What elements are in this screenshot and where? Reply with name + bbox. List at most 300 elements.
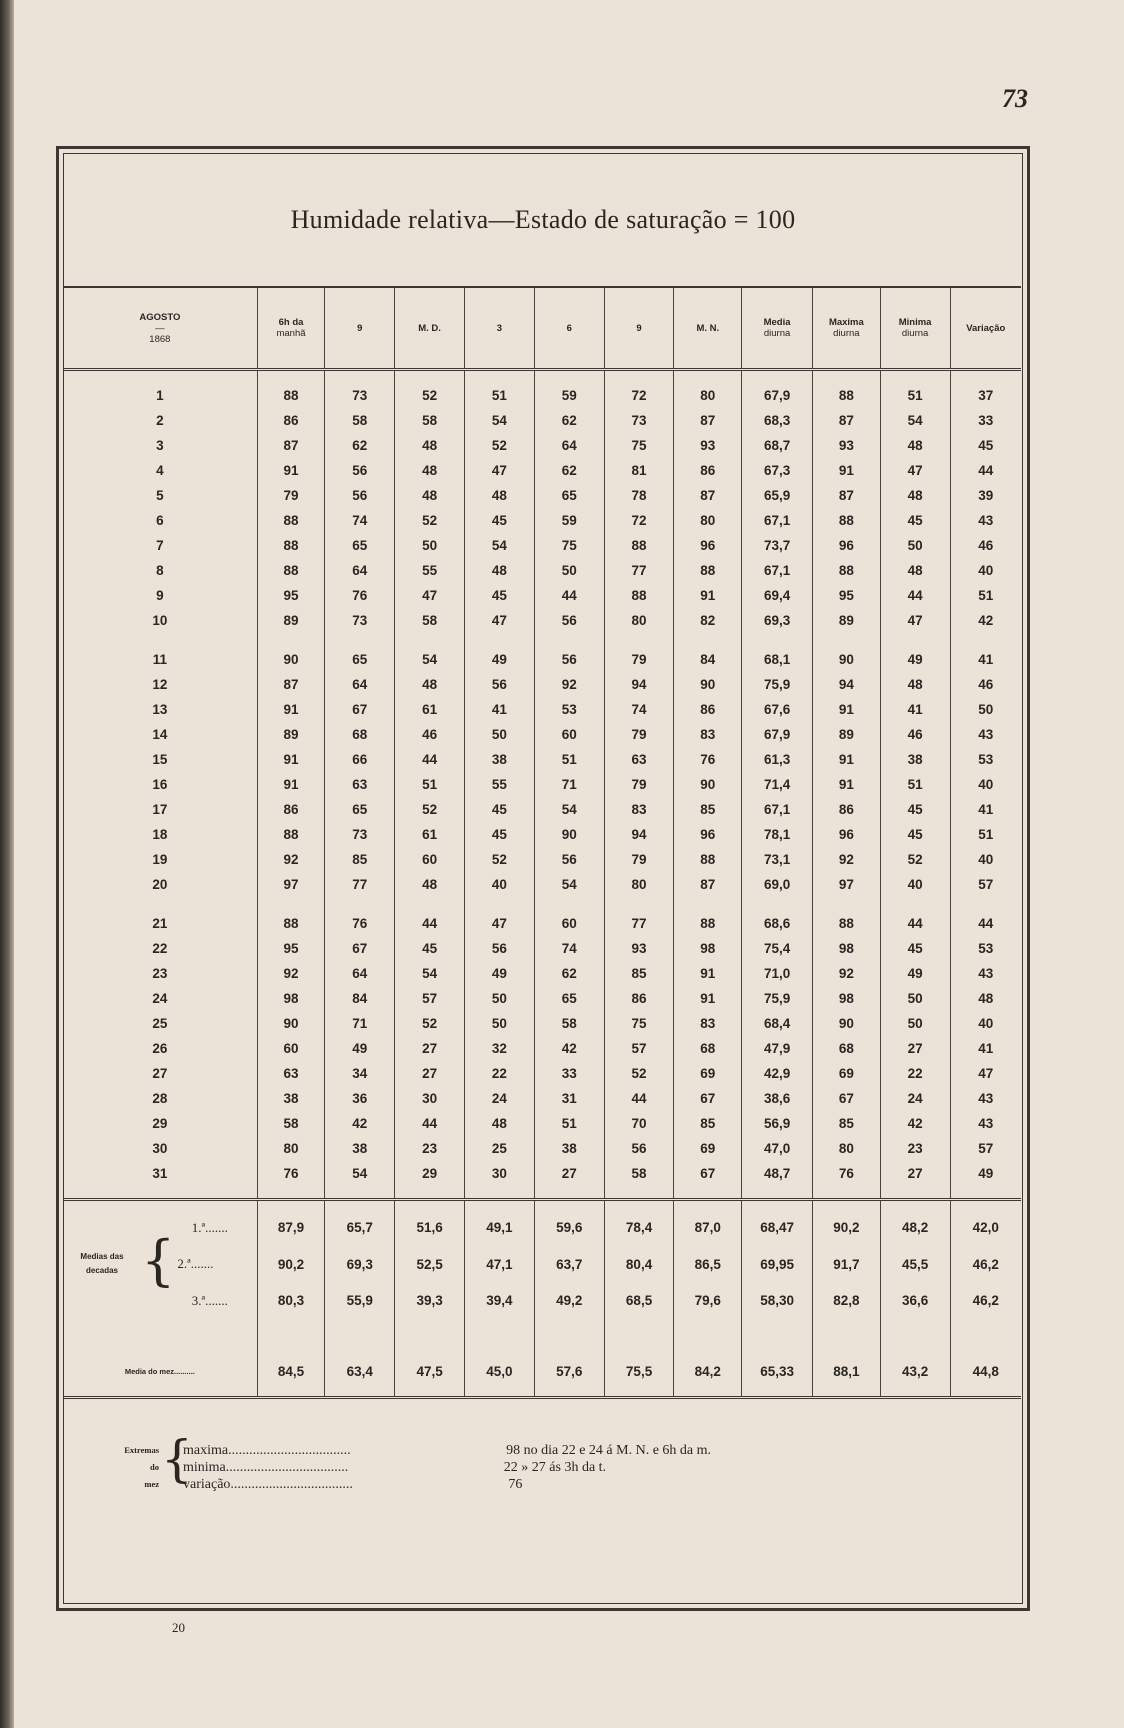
month-mean-cell: 43,2	[880, 1333, 950, 1398]
leader-dots: ...................................	[230, 1477, 353, 1492]
day-cell: 27	[63, 1061, 257, 1086]
value-cell: 93	[674, 433, 742, 458]
value-cell: 52	[465, 847, 535, 872]
value-cell: 88	[604, 533, 674, 558]
value-cell: 91	[813, 772, 881, 797]
value-cell: 49	[325, 1036, 395, 1061]
value-cell: 46	[978, 677, 994, 692]
value-cell: 75	[604, 1011, 674, 1036]
header-col	[534, 287, 604, 370]
value-cell: 88	[813, 558, 881, 583]
value-cell: 70	[604, 1111, 674, 1136]
value-cell: 64	[325, 558, 395, 583]
leader-dots: ...................................	[225, 1460, 349, 1475]
decade-value-cell: 63,7	[534, 1240, 604, 1288]
day-cell: 11	[63, 633, 257, 672]
value-cell: 41	[465, 697, 535, 722]
value-cell: 38	[257, 1086, 325, 1111]
decade-value-cell: 39,3	[395, 1288, 465, 1333]
value-cell: 50	[534, 558, 604, 583]
value-cell: 51	[978, 588, 994, 603]
value-cell: 92	[534, 672, 604, 697]
header-col	[465, 287, 535, 370]
value-cell: 69	[813, 1061, 881, 1086]
value-cell: 38	[465, 747, 535, 772]
book-spine	[0, 0, 14, 1728]
value-cell: 52	[395, 508, 465, 533]
day-cell: 15	[63, 747, 257, 772]
value-cell: 96	[674, 533, 742, 558]
extreme-name: variação	[183, 1477, 231, 1492]
value-cell: 74	[534, 936, 604, 961]
value-cell: 91	[257, 458, 325, 483]
day-cell: 19	[63, 847, 257, 872]
value-cell: 75	[604, 433, 674, 458]
day-cell: 9	[63, 583, 257, 608]
value-cell: 94	[604, 672, 674, 697]
table-row	[63, 672, 1021, 697]
table-row	[63, 1061, 1021, 1086]
value-cell: 92	[257, 847, 325, 872]
day-cell: 31	[63, 1161, 257, 1200]
table-row	[63, 483, 1021, 508]
value-cell: 48	[880, 672, 950, 697]
value-cell: 24	[465, 1086, 535, 1111]
month-mean-cell: 44,8	[950, 1333, 1021, 1398]
value-cell: 62	[534, 458, 604, 483]
value-cell: 43	[978, 727, 994, 742]
value-cell: 36	[325, 1086, 395, 1111]
value-cell: 68,1	[742, 633, 813, 672]
value-cell: 86	[257, 797, 325, 822]
header-col-line1: 6h da	[278, 317, 304, 328]
extreme-maxima	[183, 1442, 711, 1459]
value-cell: 64	[325, 961, 395, 986]
day-cell: 28	[63, 1086, 257, 1111]
value-cell: 88	[257, 822, 325, 847]
decade-value-cell: 49,2	[534, 1288, 604, 1333]
value-cell: 68,4	[742, 1011, 813, 1036]
value-cell: 87	[674, 872, 742, 897]
value-cell: 73	[325, 370, 395, 409]
extreme-value: 76	[508, 1477, 523, 1492]
extreme-variacao	[183, 1476, 522, 1493]
value-cell: 89	[257, 722, 325, 747]
header-col-line1: Media	[763, 317, 791, 328]
value-cell: 45	[465, 508, 535, 533]
value-cell: 49	[465, 633, 535, 672]
value-cell: 97	[257, 872, 325, 897]
value-cell: 55	[465, 772, 535, 797]
day-cell: 18	[63, 822, 257, 847]
value-cell: 51	[395, 772, 465, 797]
header-col	[395, 287, 465, 370]
value-cell: 90	[257, 633, 325, 672]
decade-value-cell: 68,47	[742, 1200, 813, 1241]
value-cell: 48	[978, 991, 994, 1006]
value-cell: 58	[395, 608, 465, 633]
decades-label	[63, 1250, 141, 1278]
value-cell: 50	[880, 533, 950, 558]
day-cell: 5	[63, 483, 257, 508]
header-dash: —	[155, 322, 165, 334]
value-cell: 58	[604, 1161, 674, 1200]
value-cell: 72	[604, 370, 674, 409]
value-cell: 56,9	[742, 1111, 813, 1136]
value-cell: 65,9	[742, 483, 813, 508]
value-cell: 57	[604, 1036, 674, 1061]
value-cell: 45	[465, 797, 535, 822]
value-cell: 58	[325, 408, 395, 433]
value-cell: 76	[325, 897, 395, 936]
value-cell: 24	[880, 1086, 950, 1111]
value-cell: 39	[978, 488, 994, 503]
month-mean-label: Media do mez..........	[63, 1333, 257, 1398]
value-cell: 91	[813, 747, 881, 772]
header-col-line1: 9	[357, 322, 363, 334]
value-cell: 62	[534, 408, 604, 433]
value-cell: 93	[813, 433, 881, 458]
day-cell: 26	[63, 1036, 257, 1061]
extremes-label-line: mez	[144, 1479, 159, 1489]
value-cell: 40	[978, 852, 994, 867]
value-cell: 83	[604, 797, 674, 822]
value-cell: 55	[395, 558, 465, 583]
value-cell: 48	[880, 433, 950, 458]
decade-value-cell: 69,95	[742, 1240, 813, 1288]
table-row	[63, 633, 1021, 672]
value-cell: 88	[257, 558, 325, 583]
decade-value-cell: 59,6	[534, 1200, 604, 1241]
value-cell: 84	[674, 633, 742, 672]
value-cell: 48	[880, 558, 950, 583]
header-col-line1: M. D.	[418, 322, 441, 334]
value-cell: 95	[257, 583, 325, 608]
value-cell: 68,6	[742, 897, 813, 936]
value-cell: 47,0	[742, 1136, 813, 1161]
header-col-line1: 6	[566, 322, 572, 334]
decade-value-cell: 69,3	[325, 1240, 395, 1288]
table-row	[63, 747, 1021, 772]
table-row	[63, 1111, 1021, 1136]
value-cell: 96	[674, 822, 742, 847]
value-cell: 96	[813, 533, 881, 558]
value-cell: 73,1	[742, 847, 813, 872]
day-cell: 8	[63, 558, 257, 583]
table-row	[63, 697, 1021, 722]
value-cell: 40	[978, 1016, 994, 1031]
value-cell: 88	[813, 897, 881, 936]
extremes-brace: {	[161, 1430, 193, 1488]
value-cell: 60	[534, 722, 604, 747]
table-row	[63, 1161, 1021, 1200]
value-cell: 73	[604, 408, 674, 433]
value-cell: 40	[978, 777, 994, 792]
value-cell: 54	[465, 533, 535, 558]
value-cell: 84	[325, 986, 395, 1011]
table-row	[63, 408, 1021, 433]
table-row	[63, 847, 1021, 872]
day-cell: 10	[63, 608, 257, 633]
value-cell: 73	[325, 822, 395, 847]
value-cell: 50	[880, 986, 950, 1011]
value-cell: 95	[813, 583, 881, 608]
value-cell: 98	[813, 986, 881, 1011]
value-cell: 65	[325, 533, 395, 558]
value-cell: 86	[674, 458, 742, 483]
table-row	[63, 1011, 1021, 1036]
value-cell: 47	[465, 458, 535, 483]
value-cell: 56	[534, 608, 604, 633]
value-cell: 40	[880, 872, 950, 897]
value-cell: 91	[813, 458, 881, 483]
value-cell: 27	[395, 1036, 465, 1061]
decade-value-cell: 91,7	[813, 1240, 881, 1288]
value-cell: 45	[465, 822, 535, 847]
value-cell: 45	[880, 822, 950, 847]
value-cell: 65	[534, 986, 604, 1011]
value-cell: 68	[325, 722, 395, 747]
value-cell: 87	[674, 408, 742, 433]
value-cell: 67,9	[742, 722, 813, 747]
value-cell: 78	[604, 483, 674, 508]
value-cell: 89	[257, 608, 325, 633]
value-cell: 98	[674, 936, 742, 961]
value-cell: 53	[534, 697, 604, 722]
value-cell: 27	[880, 1036, 950, 1061]
day-cell: 4	[63, 458, 257, 483]
value-cell: 68,7	[742, 433, 813, 458]
value-cell: 88	[813, 508, 881, 533]
value-cell: 90	[257, 1011, 325, 1036]
value-cell: 65	[325, 633, 395, 672]
month-mean-cell: 84,2	[674, 1333, 742, 1398]
value-cell: 88	[604, 583, 674, 608]
table-row	[63, 797, 1021, 822]
value-cell: 32	[465, 1036, 535, 1061]
leader-dots: ...................................	[228, 1443, 351, 1458]
header-col-line1: M. N.	[696, 322, 720, 334]
month-mean-row	[63, 1333, 1021, 1398]
decade-number: 3.ª.......	[191, 1292, 228, 1308]
value-cell: 85	[674, 797, 742, 822]
value-cell: 85	[674, 1111, 742, 1136]
value-cell: 44	[395, 747, 465, 772]
value-cell: 45	[465, 583, 535, 608]
value-cell: 72	[604, 508, 674, 533]
value-cell: 69,3	[742, 608, 813, 633]
table-row	[63, 558, 1021, 583]
table-row	[63, 608, 1021, 633]
value-cell: 56	[604, 1136, 674, 1161]
value-cell: 61	[395, 697, 465, 722]
day-cell: 20	[63, 872, 257, 897]
value-cell: 63	[257, 1061, 325, 1086]
value-cell: 69,4	[742, 583, 813, 608]
month-mean-cell: 65,33	[742, 1333, 813, 1398]
table-row	[63, 872, 1021, 897]
decade-value-cell: 79,6	[674, 1288, 742, 1333]
value-cell: 86	[257, 408, 325, 433]
value-cell: 68	[813, 1036, 881, 1061]
day-cell: 2	[63, 408, 257, 433]
value-cell: 42	[325, 1111, 395, 1136]
value-cell: 89	[813, 722, 881, 747]
value-cell: 88	[257, 508, 325, 533]
value-cell: 77	[325, 872, 395, 897]
value-cell: 63	[325, 772, 395, 797]
value-cell: 33	[978, 413, 994, 428]
value-cell: 47	[395, 583, 465, 608]
decade-value-cell: 68,5	[604, 1288, 674, 1333]
value-cell: 69	[674, 1061, 742, 1086]
table-row	[63, 433, 1021, 458]
value-cell: 49	[950, 1161, 1021, 1200]
value-cell: 92	[813, 961, 881, 986]
decades-label-line: decadas	[85, 1266, 119, 1275]
value-cell: 41	[978, 652, 994, 667]
value-cell: 79	[604, 722, 674, 747]
value-cell: 30	[465, 1161, 535, 1200]
page-title: Humidade relativa—Estado de saturação = 100	[290, 205, 796, 234]
value-cell: 44	[880, 897, 950, 936]
value-cell: 59	[534, 370, 604, 409]
value-cell: 80	[604, 608, 674, 633]
value-cell: 83	[674, 1011, 742, 1036]
header-col-line2: diurna	[763, 328, 791, 339]
value-cell: 48	[395, 872, 465, 897]
value-cell: 56	[534, 847, 604, 872]
value-cell: 27	[534, 1161, 604, 1200]
value-cell: 93	[604, 936, 674, 961]
value-cell: 47,9	[742, 1036, 813, 1061]
value-cell: 45	[880, 797, 950, 822]
extreme-name: minima	[183, 1460, 226, 1475]
header-col-line2: diurna	[833, 328, 860, 339]
decades-label-line: Medias das	[80, 1252, 124, 1261]
value-cell: 38,6	[742, 1086, 813, 1111]
value-cell: 87	[674, 483, 742, 508]
value-cell: 57	[978, 877, 994, 892]
header-col	[813, 287, 881, 370]
value-cell: 43	[978, 513, 994, 528]
value-cell: 48	[395, 433, 465, 458]
value-cell: 22	[880, 1061, 950, 1086]
table-row	[63, 370, 1021, 409]
value-cell: 77	[604, 897, 674, 936]
footer-number: 20	[172, 1620, 185, 1635]
table-row	[63, 772, 1021, 797]
value-cell: 58	[534, 1011, 604, 1036]
table-row	[63, 897, 1021, 936]
value-cell: 85	[813, 1111, 881, 1136]
value-cell: 60	[534, 897, 604, 936]
value-cell: 48	[395, 458, 465, 483]
value-cell: 88	[257, 897, 325, 936]
day-cell: 13	[63, 697, 257, 722]
value-cell: 42,9	[742, 1061, 813, 1086]
value-cell: 60	[257, 1036, 325, 1061]
day-cell: 12	[63, 672, 257, 697]
value-cell: 52	[395, 797, 465, 822]
value-cell: 29	[395, 1161, 465, 1200]
header-col-line1: 3	[496, 322, 503, 334]
day-cell: 1	[63, 370, 257, 409]
value-cell: 91	[257, 747, 325, 772]
decade-value-cell: 65,7	[325, 1200, 395, 1241]
decade-value-cell: 86,5	[674, 1240, 742, 1288]
value-cell: 51	[534, 1111, 604, 1136]
value-cell: 51	[978, 827, 994, 842]
value-cell: 86	[813, 797, 881, 822]
day-cell: 30	[63, 1136, 257, 1161]
value-cell: 76	[257, 1161, 325, 1200]
value-cell: 47	[880, 458, 950, 483]
decade-value-cell: 49,1	[465, 1200, 535, 1241]
value-cell: 80	[674, 508, 742, 533]
value-cell: 67,6	[742, 697, 813, 722]
value-cell: 96	[813, 822, 881, 847]
value-cell: 82	[674, 608, 742, 633]
decade-value-cell: 90,2	[813, 1200, 881, 1241]
value-cell: 44	[978, 463, 994, 478]
value-cell: 50	[880, 1011, 950, 1036]
value-cell: 67	[325, 936, 395, 961]
value-cell: 49	[880, 633, 950, 672]
value-cell: 67,1	[742, 797, 813, 822]
value-cell: 67,3	[742, 458, 813, 483]
summary-rows	[63, 1200, 1021, 1398]
extreme-name: maxima	[183, 1443, 229, 1458]
header-month	[63, 287, 257, 370]
month-mean-cell: 75,5	[604, 1333, 674, 1398]
value-cell: 52	[880, 847, 950, 872]
value-cell: 71	[325, 1011, 395, 1036]
header-col	[257, 287, 325, 370]
value-cell: 76	[325, 583, 395, 608]
value-cell: 45	[395, 936, 465, 961]
value-cell: 37	[978, 388, 994, 403]
day-cell: 16	[63, 772, 257, 797]
table-row	[63, 936, 1021, 961]
value-cell: 75,4	[742, 936, 813, 961]
value-cell: 51	[534, 747, 604, 772]
decade-label-cell	[63, 1288, 257, 1333]
value-cell: 81	[604, 458, 674, 483]
value-cell: 85	[325, 847, 395, 872]
value-cell: 98	[813, 936, 881, 961]
decades-brace: {	[141, 1229, 176, 1292]
value-cell: 91	[674, 583, 742, 608]
decade-value-cell: 51,6	[395, 1200, 465, 1241]
day-cell: 7	[63, 533, 257, 558]
table-row	[63, 508, 1021, 533]
header-col	[880, 287, 950, 370]
header-col-line1: Variação	[966, 322, 1006, 334]
decade-value-cell: 39,4	[465, 1288, 535, 1333]
value-cell: 51	[880, 772, 950, 797]
decade-value-cell: 47,1	[465, 1240, 535, 1288]
value-cell: 67	[325, 697, 395, 722]
value-cell: 86	[604, 986, 674, 1011]
value-cell: 65	[534, 483, 604, 508]
header-col	[950, 287, 1021, 370]
value-cell: 75,9	[742, 986, 813, 1011]
value-cell: 91	[813, 697, 881, 722]
value-cell: 43	[978, 966, 994, 981]
value-cell: 64	[534, 433, 604, 458]
value-cell: 38	[534, 1136, 604, 1161]
